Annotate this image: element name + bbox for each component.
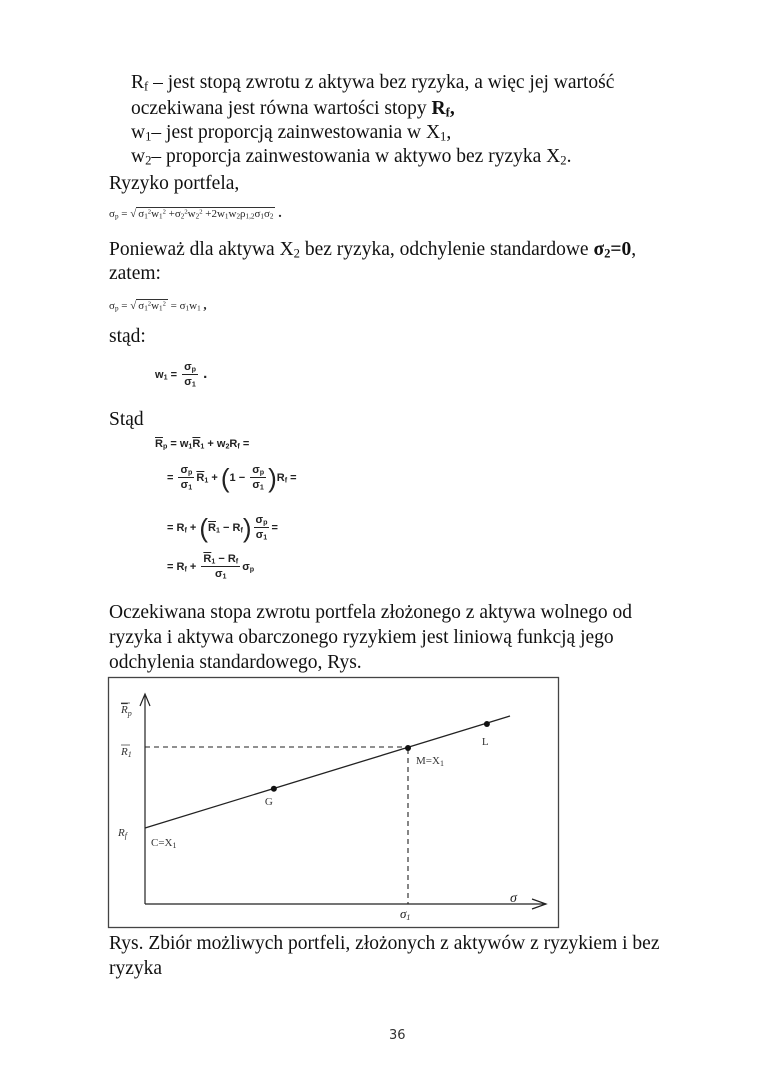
zatem-text: zatem: [109, 263, 161, 284]
w2-subscript: 2 [145, 153, 152, 168]
sigma2-subscript: 2 [604, 246, 611, 261]
point-label-l: L [481, 736, 489, 748]
stad-lower-text: stąd: [109, 326, 146, 347]
y-tick-rf: Rf [118, 827, 127, 840]
y-axis-label [120, 704, 132, 718]
x-tick-sigma1: σ1 [400, 906, 411, 922]
point-label-m-x1: M=X1 [416, 755, 444, 768]
derivation-line-2: = $\frac{\sigma_p}{\sigma_1}$ $\overline{R}_1 + (1$ − $\frac{\sigma_p}{\sigma_1}$ )$R_f$ = [167, 463, 297, 493]
poniewaz-end: , [631, 239, 637, 260]
sigma2-equals-zero: =0 [610, 239, 632, 260]
formula-portfolio-risk: $\sigma_p$ = √ $\sigma_1^2w_1^2 +\sigma_2^2w_2^2 +2w_1w_2\rho_{1,2}\sigma_1\sigma_2$ . [109, 206, 282, 221]
figure-frame [109, 678, 559, 928]
rf-bold-symbol: R [431, 98, 446, 119]
x2-subscript: 2 [560, 153, 567, 168]
page-number: 36 [389, 1028, 406, 1043]
y-axis-label-r: R [121, 704, 128, 716]
formula-w1: $w_1$ = $\frac{\sigma_p}{\sigma_1}$ . [155, 361, 208, 389]
w2-end: . [566, 146, 572, 167]
sigma2-bold: σ [593, 239, 605, 260]
y-tick-rf-sub: f [124, 831, 127, 840]
rf-definition-text-2: oczekiwana jest równa wartości stopy [131, 98, 432, 119]
y-tick-r1-sub: 1 [127, 750, 132, 759]
stad-upper-text: Stąd [109, 409, 144, 430]
derivation-line-3: = $R_f + (\overline{R}_1 - R_f)$ $\frac{\sigma_p}{\sigma_1}$ = [167, 513, 278, 543]
x2-subscript-b: 2 [293, 246, 300, 261]
x1-subscript: 1 [440, 129, 447, 144]
w2-symbol: w [131, 146, 146, 167]
w2-definition-text: – proporcja zainwestowania w aktywo bez ryzyka X [151, 146, 561, 167]
portfolio-point-l [484, 721, 490, 727]
portfolio-point-m-x1 [405, 745, 411, 751]
poniewaz-text-a: Ponieważ dla aktywa X [109, 239, 294, 260]
derivation-line-4: = $R_f$ + $\frac{\overline{R}_1 - R_f}{\sigma_1}$ $\sigma_p$ [167, 553, 255, 581]
paragraph-line-3: odchylenia standardowego, Rys. [109, 652, 362, 673]
w1-definition-text: – jest proporcją zainwestowania w X [151, 122, 441, 143]
y-axis-label-sub: p [127, 709, 132, 718]
w1-subscript: 1 [145, 129, 152, 144]
rf-bold-subscript: f [445, 105, 450, 120]
capital-market-line [145, 716, 510, 828]
rf-symbol: R [131, 72, 145, 93]
point-label-g: G [264, 795, 273, 808]
paragraph-line-2: ryzyka i aktywa obarczonego ryzykiem jest liniową funkcją jego [109, 627, 614, 648]
portfolio-point-g [271, 786, 277, 792]
figure-caption-line-2: ryzyka [109, 958, 163, 979]
point-label-subscript: 1 [172, 841, 177, 850]
rf-subscript: f [144, 79, 149, 94]
point-label-c-x1: C=X1 [151, 837, 177, 850]
point-label-subscript: 1 [439, 759, 444, 768]
figure-caption-line-1: Rys. Zbiór możliwych portfeli, złożonych z aktywów z ryzykiem i bez [109, 933, 660, 954]
w1-end: , [446, 122, 452, 143]
paragraph-line-1: Oczekiwana stopa zwrotu portfela złożonego z aktywa wolnego od [109, 602, 633, 623]
ryzyko-heading: Ryzyko portfela, [109, 173, 240, 194]
rf-definition-text: – jest stopą zwrotu z aktywa bez ryzyka, a więc jej wartość [148, 72, 615, 93]
y-tick-r1: R1 [121, 746, 132, 759]
x-axis-label: σ [510, 891, 517, 906]
derivation-line-1: $\overline{R}_p = w_1\overline{R}_1 + w_2R_f$ = [155, 438, 250, 451]
poniewaz-text-b: bez ryzyka, odchylenie standardowe [299, 239, 594, 260]
w1-symbol: w [131, 122, 146, 143]
x-tick-sigma1-sub: 1 [406, 913, 411, 922]
rf-bold-comma: , [449, 98, 455, 119]
formula-portfolio-risk-simplified: $\sigma_p$ = √ $\sigma_1^2w_1^2 = \sigma_1w_1$ , [109, 297, 207, 313]
